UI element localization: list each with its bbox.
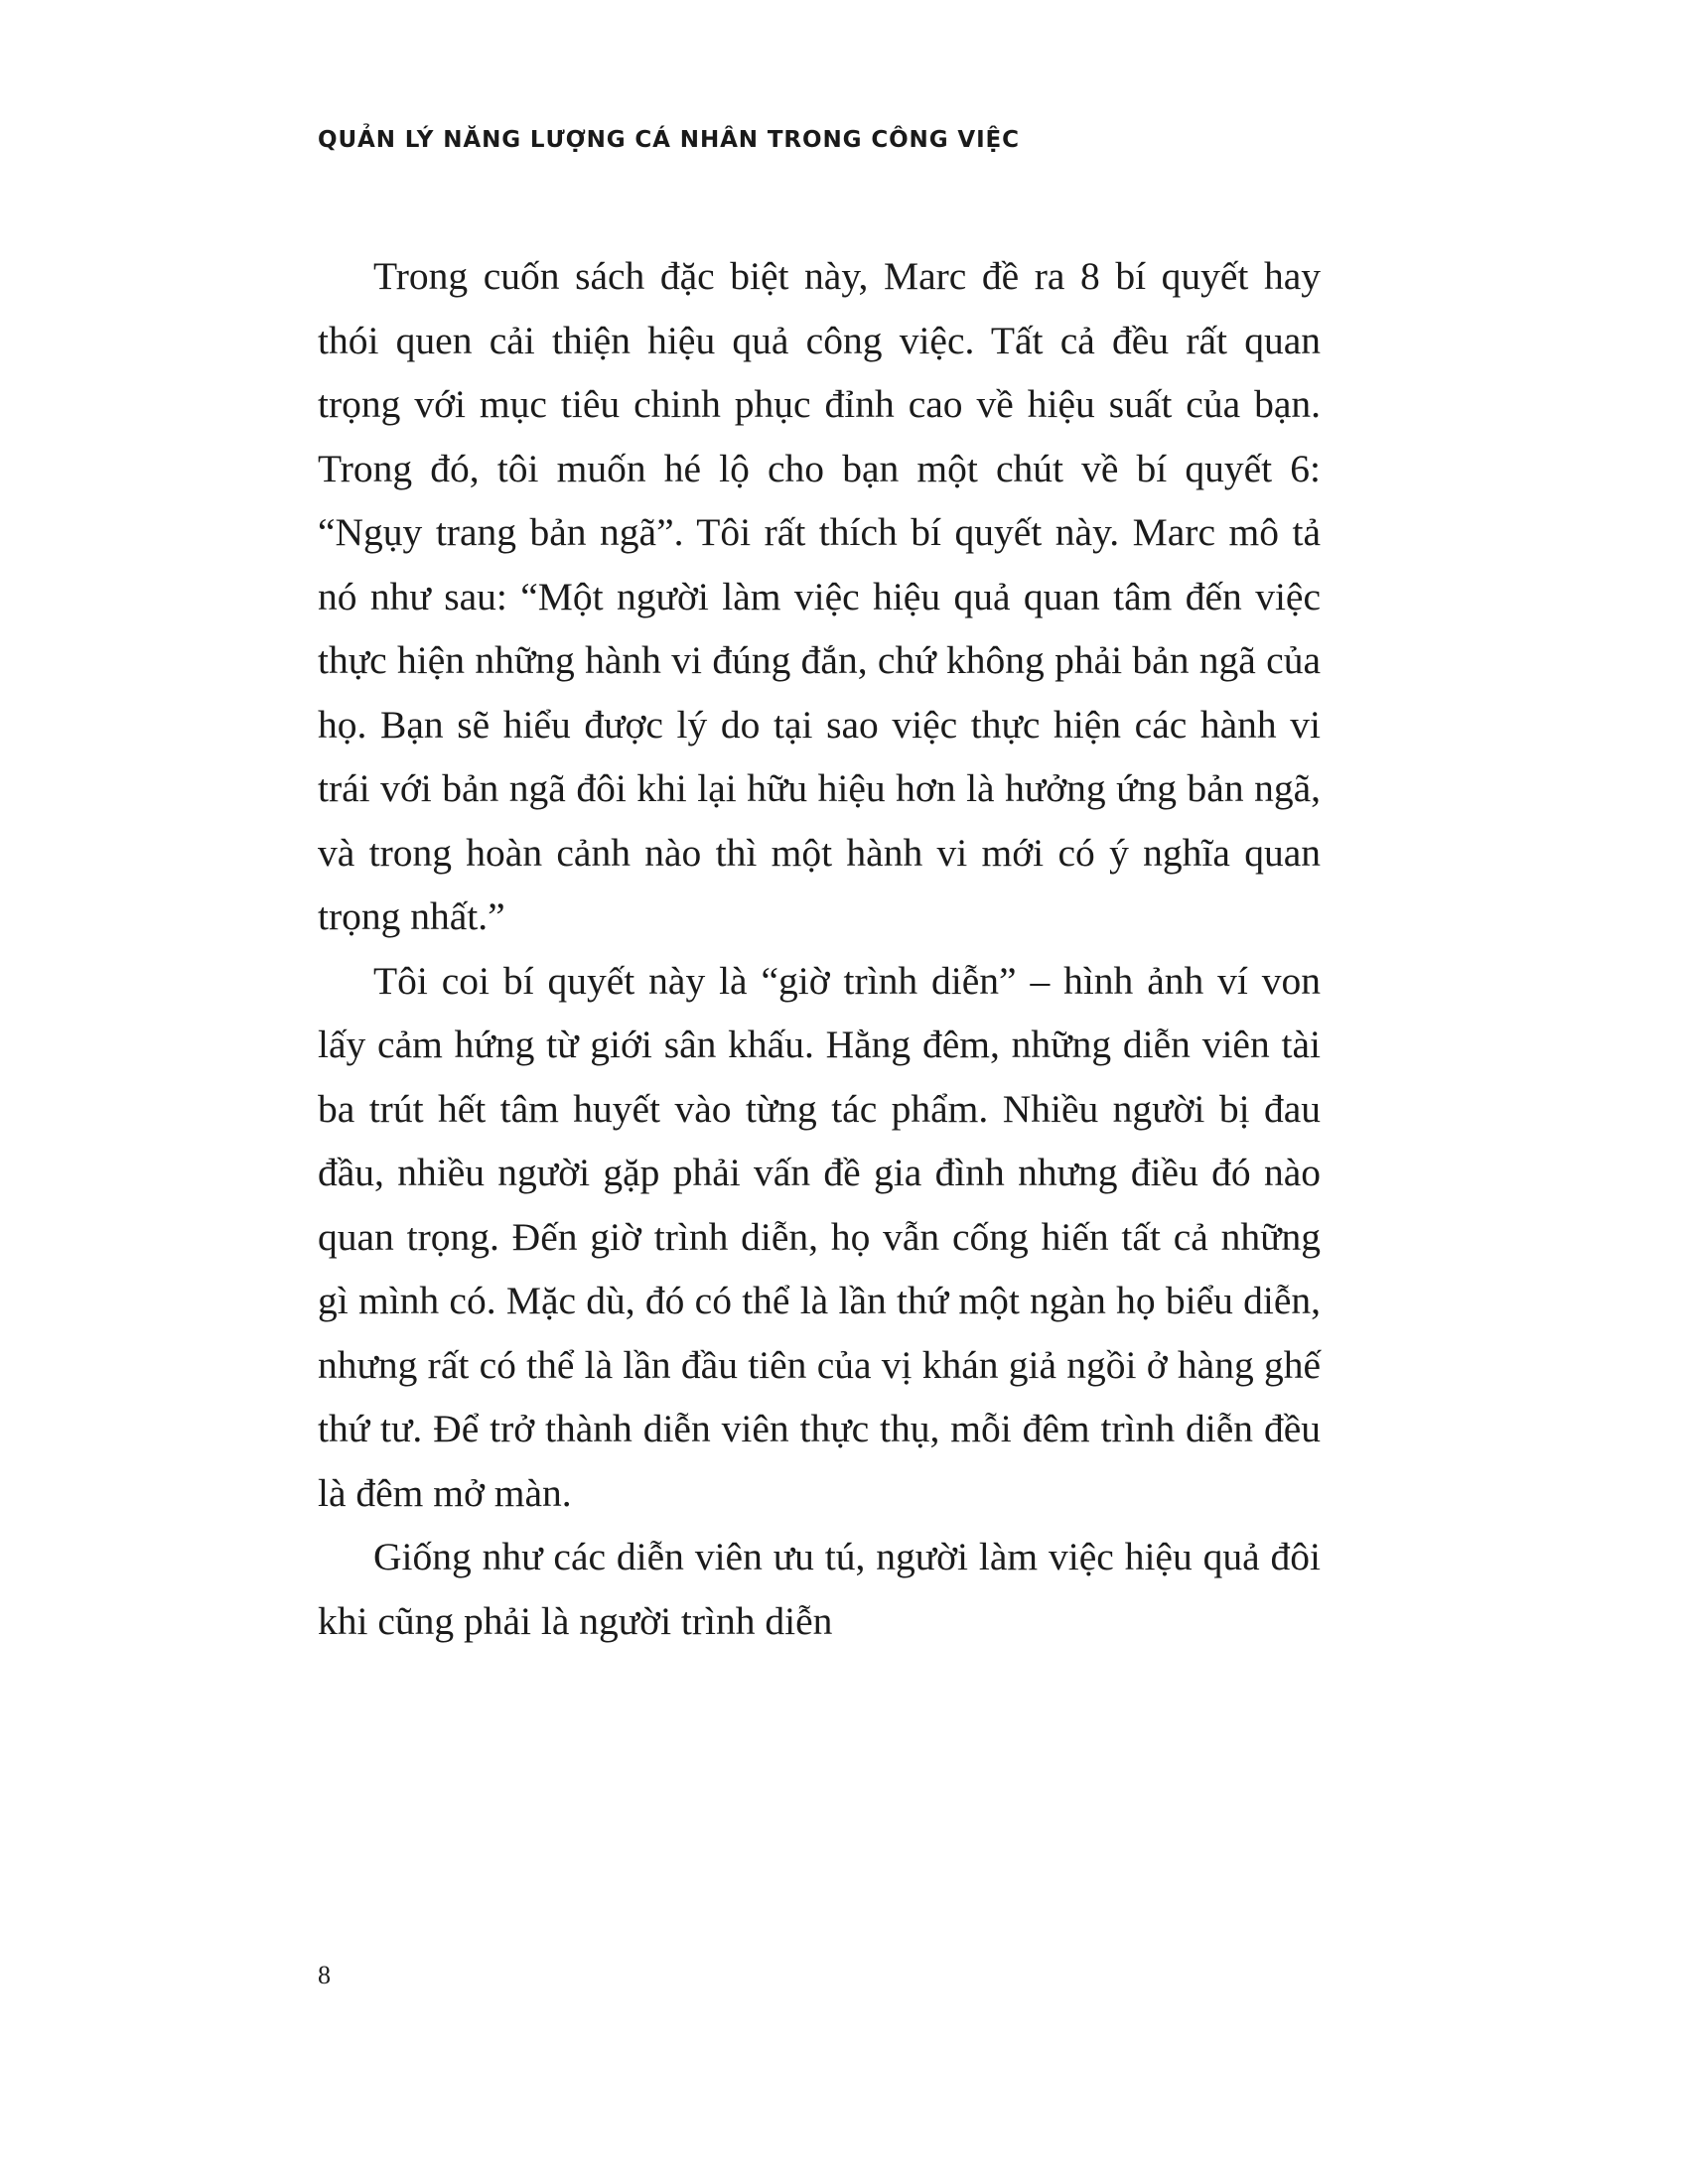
paragraph-text: Giống như các diễn viên ưu tú, người làm việc hiệu quả đôi khi cũng phải là người trình diễn <box>318 1535 1321 1643</box>
page-number: 8 <box>318 1961 331 1989</box>
paragraph-text: Trong cuốn sách đặc biệt này, Marc đề ra 8 bí quyết hay thói quen cải thiện hiệu quả công việc. Tất cả đều rất quan trọng với mục tiêu chinh phục đỉnh cao về hiệu suất của bạn. Trong đó, tôi muốn hé lộ cho bạn một chút về bí quyết 6: “Ngụy trang bản ngã”. Tôi rất thích bí quyết này. Marc mô tả nó như sau: “Một người làm việc hiệu quả quan tâm đến việc thực hiện những hành vi đúng đắn, chứ không phải bản ngã của họ. Bạn sẽ hiểu được lý do tại sao việc thực hiện các hành vi trái với bản ngã đôi khi lại hữu hiệu hơn là hưởng ứng bản ngã, và trong hoàn cảnh nào thì một hành vi mới có ý nghĩa quan trọng nhất.” <box>318 254 1321 938</box>
paragraph-2 <box>318 949 1321 1526</box>
paragraph-text: Tôi coi bí quyết này là “giờ trình diễn” – hình ảnh ví von lấy cảm hứng từ giới sân khấu. Hằng đêm, những diễn viên tài ba trút hết tâm huyết vào từng tác phẩm. Nhiều người bị đau đầu, nhiều người gặp phải vấn đề gia đình nhưng điều đó nào quan trọng. Đến giờ trình diễn, họ vẫn cống hiến tất cả những gì mình có. Mặc dù, đó có thể là lần thứ một ngàn họ biểu diễn, nhưng rất có thể là lần đầu tiên của vị khán giả ngồi ở hàng ghế thứ tư. Để trở thành diễn viên thực thụ, mỗi đêm trình diễn đều là đêm mở màn. <box>318 958 1321 1515</box>
paragraph-3 <box>318 1525 1321 1653</box>
page-content <box>318 127 1321 1653</box>
running-head: QUẢN LÝ NĂNG LƯỢNG CÁ NHÂN TRONG CÔNG VIỆC <box>318 127 1020 153</box>
paragraph-1 <box>318 244 1321 949</box>
